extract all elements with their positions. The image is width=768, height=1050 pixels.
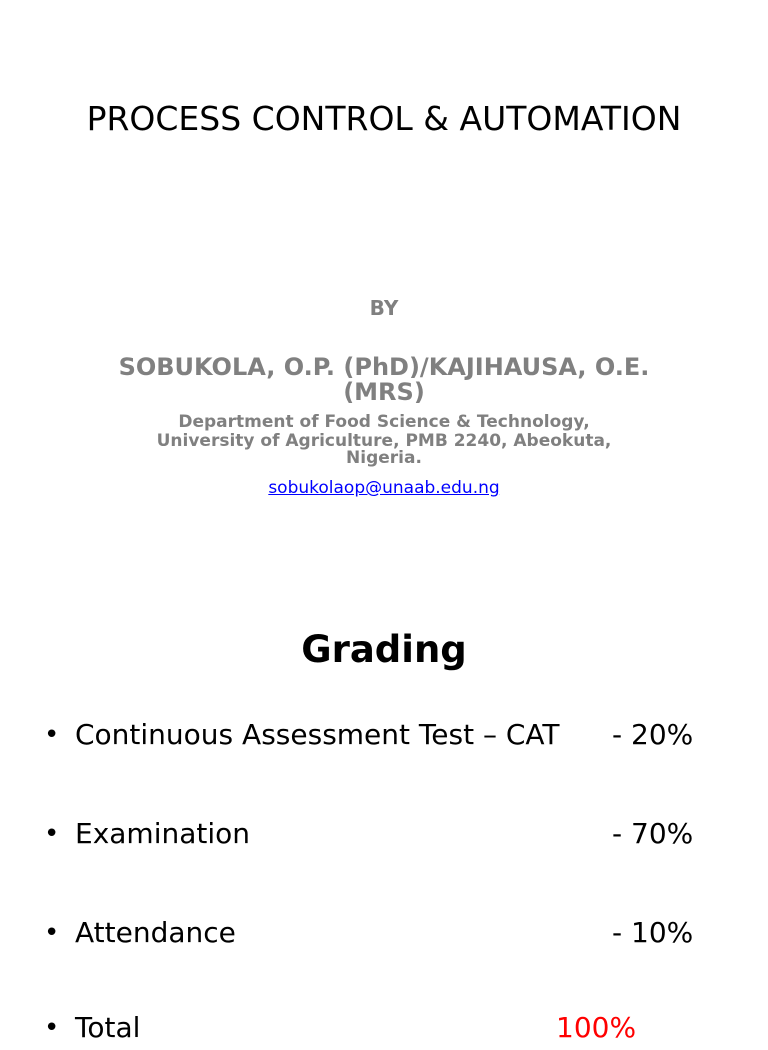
author-email-link[interactable]: sobukolaop@unaab.edu.ng (268, 478, 500, 498)
bullet-icon: • (44, 918, 60, 948)
grade-label: Total (75, 1011, 141, 1044)
grade-item-cat (0, 713, 768, 757)
university-line: University of Agriculture, PMB 2240, Abeokuta, (156, 431, 612, 451)
grade-label: Attendance (75, 916, 236, 949)
by-label: BY (369, 296, 399, 320)
grading-heading: Grading (301, 628, 467, 671)
bullet-icon: • (44, 819, 60, 849)
bullet-icon: • (44, 1013, 60, 1043)
department-affiliation (84, 412, 684, 467)
department-line: Department of Food Science & Technology, (178, 412, 590, 432)
grade-value: - 20% (612, 718, 694, 751)
grade-item-total (0, 1006, 768, 1050)
grade-value: - 70% (612, 817, 694, 850)
author-names: SOBUKOLA, O.P. (PhD)/KAJIHAUSA, O.E. (MRS) (118, 353, 650, 406)
grade-total-value: 100% (556, 1011, 637, 1044)
grade-label: Examination (75, 817, 251, 850)
grading-slide (0, 576, 768, 1044)
bullet-icon: • (44, 720, 60, 750)
grade-label: Continuous Assessment Test – CAT (75, 718, 560, 751)
presentation-title: PROCESS CONTROL & AUTOMATION (86, 99, 682, 138)
grade-item-examination (0, 812, 768, 856)
grade-item-attendance (0, 911, 768, 955)
country-line: Nigeria. (346, 448, 422, 468)
grade-value: - 10% (612, 916, 694, 949)
